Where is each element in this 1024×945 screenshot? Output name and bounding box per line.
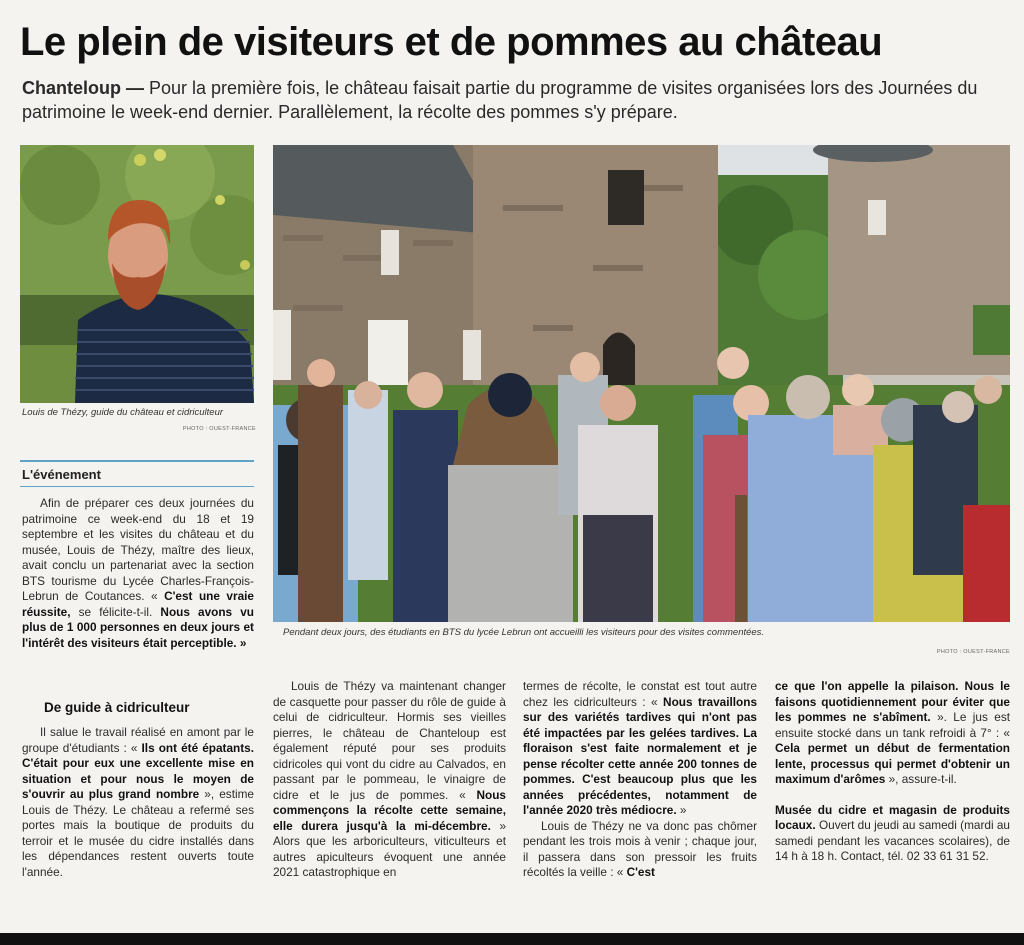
col3-quote: Nous travaillons sur des variétés tardives qui n'ont pas été impactées par les gelées tardives. La floraison s'est faite normalement et je pense récolter cette année 200 tonnes de pommes. C'est beaucoup plus que les années précédentes, notamment de l'année 2020 très médiocre. [523,694,757,817]
col3-text-close: » [676,803,687,817]
column-3 [523,679,757,881]
chapo-place: Chanteloup — [22,78,144,98]
portrait-caption: Louis de Thézy, guide du château et cidriculteur [22,407,224,418]
col1-text-end: », estime Louis de Thézy. Le château a refermé ses portes mais la boutique de produits du terroir et le musée du cidre installés dans les dépendances restent ouverts toute l'année. [22,787,254,879]
col3-text: termes de récolte, le constat est tout autre chez les cidriculteurs : « [523,679,757,709]
box-body [22,496,254,651]
box-quote-2: Nous avons vu plus de 1 000 personnes en deux jours et l'intérêt des visiteurs était perceptible. » [22,604,254,650]
col3-quote-2: C'est [626,865,655,879]
column-2 [273,679,506,881]
chapo-text: Pour la première fois, le château faisait partie du programme de visites organisées lors des Journées du patrimoine le week-end dernier. Parallèlement, la récolte des pommes s'y prépare. [22,78,978,122]
col2-quote: Nous commençons la récolte cette semaine, elle durera jusqu'à la mi-décembre. [273,787,506,833]
col2-text-end: » Alors que les arboriculteurs, viticulteurs et autres apiculteurs évoquent une année 2021 catastrophique en [273,818,507,879]
box-rule-top [20,460,254,462]
portrait-credit: PHOTO : OUEST-FRANCE [182,426,256,432]
info-title: Musée du cidre et magasin de produits locaux. [775,802,1010,832]
bottom-bar [0,933,1024,945]
column-1 [22,725,254,880]
col1-quote: Ils ont été épatants. C'était pour eux une excellente mise en situation et pour nous le moyen de s'ouvrir au plus grand nombre [22,740,254,801]
box-quote-1: C'est une vraie réussite, [22,589,254,619]
main-credit: PHOTO : OUEST-FRANCE [936,649,1010,655]
main-caption-block [283,627,1010,655]
box-title: L'événement [22,467,101,482]
col2-text: Louis de Thézy va maintenant changer de casquette pour passer du rôle de guide à celui de cidriculteur. Hormis ses vieilles pierres, le château de Chanteloup est également réputé pour ses produits cidricoles qui vont du cidre au Calvados, en passant par le pommeau, le vinaigre de cidre et le jus de pommes. « [273,679,506,802]
portrait-photo [20,145,254,403]
box-text-mid: se félicite-t-il. [70,604,161,619]
col3-text-2: Louis de Thézy ne va donc pas chômer pendant les trois mois à venir ; chaque jour, il passera dans son pressoir les fruits récoltés la veille : « [523,818,757,879]
portrait-caption-block [22,406,256,432]
chapo [22,76,1012,124]
col4-text-end: », assure-t-il. [885,772,957,786]
main-photo [273,145,1010,622]
headline: Le plein de visiteurs et de pommes au château [20,20,883,64]
info-text: Ouvert du jeudi au samedi (mardi au samedi pendant les vacances scolaires), de 14 h à 18 h. Contact, tél. 02 33 61 31 52. [775,818,1010,863]
main-caption: Pendant deux jours, des étudiants en BTS du lycée Lebrun ont accueilli les visiteurs pour des visites commentées. [283,627,765,638]
box-rule-mid [20,486,254,487]
box-text: Afin de préparer ces deux journées du patrimoine ce week-end du 18 et 19 septembre et les visites du château et du musée, Louis de Thézy, maître des lieux, avait conclu un partenariat avec la section BTS tourisme du Lycée Charles-François-Lebrun de Coutances. « [22,496,254,603]
col4-quote: ce que l'on appelle la pilaison. Nous le faisons quotidiennement pour éviter que les pommes ne s'abîment. [775,679,1010,724]
col1-text: Il salue le travail réalisé en amont par le groupe d'étudiants : « [22,725,254,755]
column-4 [775,679,1010,865]
subhead: De guide à cidriculteur [44,700,190,715]
col4-quote-2: Cela permet un début de fermentation lente, processus qui permet d'obtenir un maximum d'arômes [775,741,1010,786]
col4-text: ». Le jus est ensuite stocké dans un tank refroidi à 7° : « [775,710,1011,740]
